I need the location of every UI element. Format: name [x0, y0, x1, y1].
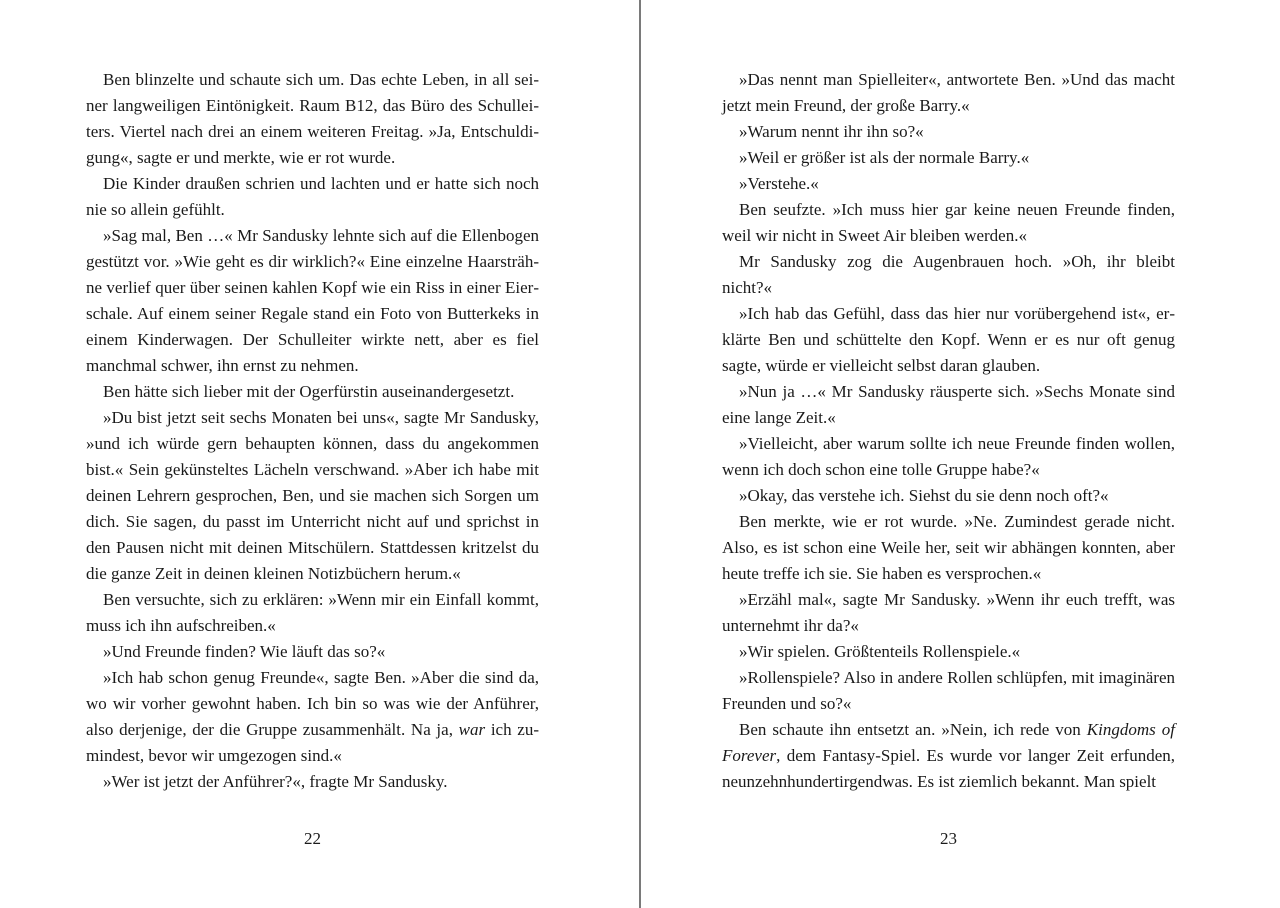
right-page [722, 67, 1175, 795]
paragraph: Mr Sandusky zog die Augenbrauen hoch. »Oh, ihr bleibt nicht?« [722, 252, 1175, 297]
emphasis: Kingdoms of Forever [722, 720, 1175, 765]
paragraph: »Rollenspiele? Also in andere Rollen schlüpfen, mit imaginären Freunden und so?« [722, 668, 1175, 713]
paragraph: Ben seufzte. »Ich muss hier gar keine neuen Freunde finden, weil wir nicht in Sweet Air bleiben werden.« [722, 200, 1175, 245]
paragraph: Ben hätte sich lieber mit der Ogerfürstin auseinandergesetzt. [103, 382, 515, 401]
paragraph: »Weil er größer ist als der normale Barry.« [739, 148, 1030, 167]
paragraph: Ben merkte, wie er rot wurde. »Ne. Zumindest gerade nicht. Also, es ist schon eine Weile her, seit wir abhängen konnten, aber heute treffe ich sie. Sie haben es versprochen.« [722, 512, 1175, 583]
paragraph: »Verstehe.« [739, 174, 819, 193]
paragraph: »Warum nennt ihr ihn so?« [739, 122, 924, 141]
paragraph: Ben versuchte, sich zu erklären: »Wenn mir ein Einfall kommt, muss ich ihn aufschreiben.« [86, 590, 539, 635]
text-run: »Ich hab schon genug Freunde«, sagte Ben. »Aber die sind da, wo wir vorher gewohnt haben. Ich bin so was wie der Anführer, also derjenige, der die Gruppe zusammenhält. Na ja, [86, 668, 539, 739]
left-page [86, 67, 539, 795]
paragraph: »Und Freunde finden? Wie läuft das so?« [103, 642, 386, 661]
paragraph: »Nun ja …« Mr Sandusky räusperte sich. »Sechs Monate sind eine lange Zeit.« [722, 382, 1175, 427]
paragraph [86, 665, 539, 769]
paragraph: Die Kinder draußen schrien und lachten und er hatte sich noch nie so allein gefühlt. [86, 174, 539, 219]
emphasis: war [458, 720, 486, 739]
paragraph: »Erzähl mal«, sagte Mr Sandusky. »Wenn ihr euch trefft, was unternehmt ihr da?« [722, 590, 1175, 635]
paragraph: »Ich hab das Gefühl, dass das hier nur vorübergehend ist«, erklärte Ben und schüttelte den Kopf. Wenn er es nur oft genug sagte, würde er vielleicht selbst daran glauben. [722, 304, 1175, 375]
text-run: ich zumindest, bevor wir umgezogen sind.« [86, 720, 539, 765]
paragraph: »Du bist jetzt seit sechs Monaten bei uns«, sagte Mr Sandusky, »und ich würde gern behaupten können, dass du angekommen bist.« Sein gekünsteltes Lächeln verschwand. »Aber ich habe mit deinen Lehrern gesprochen, Ben, und sie machen sich Sorgen um dich. Sie sagen, du passt im Unterricht nicht auf und sprichst in den Pausen nicht mit deinen Mitschülern. Stattdessen kritzelst du die ganze Zeit in deinen kleinen Notizbüchern herum.« [86, 408, 539, 583]
paragraph: »Vielleicht, aber warum sollte ich neue Freunde finden wollen, wenn ich doch schon eine tolle Gruppe habe?« [722, 434, 1175, 479]
paragraph: »Das nennt man Spielleiter«, antwortete Ben. »Und das macht jetzt mein Freund, der große Barry.« [722, 70, 1175, 115]
paragraph: Ben blinzelte und schaute sich um. Das echte Leben, in all seiner langweiligen Eintönigkeit. Raum B12, das Büro des Schulleiters. Viertel nach drei an einem weiteren Freitag. »Ja, Entschuldigung«, sagte er und merkte, wie er rot wurde. [86, 70, 539, 167]
text-run: Ben schaute ihn entsetzt an. »Nein, ich rede von [739, 720, 1087, 739]
book-gutter [639, 0, 641, 908]
page-number-right: 23 [940, 829, 957, 848]
paragraph: »Okay, das verstehe ich. Siehst du sie denn noch oft?« [739, 486, 1109, 505]
paragraph: »Wir spielen. Größtenteils Rollenspiele.« [739, 642, 1021, 661]
paragraph: »Wer ist jetzt der Anführer?«, fragte Mr Sandusky. [103, 772, 448, 791]
paragraph [722, 717, 1175, 795]
page-number-left: 22 [304, 829, 321, 848]
text-run: , dem Fantasy-Spiel. Es wurde vor langer Zeit erfunden, neunzehnhundertirgendwas. Es ist ziemlich bekannt. Man spielt [722, 746, 1175, 791]
paragraph: »Sag mal, Ben …« Mr Sandusky lehnte sich auf die Ellenbogen gestützt vor. »Wie geht es dir wirklich?« Eine einzelne Haarsträhne verlief quer über seinen kahlen Kopf wie ein Riss in einer Eierschale. Auf einem seiner Regale stand ein Foto von Butterkeks in einem Kinderwagen. Der Schulleiter wirkte nett, aber es fiel manchmal schwer, ihn ernst zu nehmen. [86, 226, 539, 375]
